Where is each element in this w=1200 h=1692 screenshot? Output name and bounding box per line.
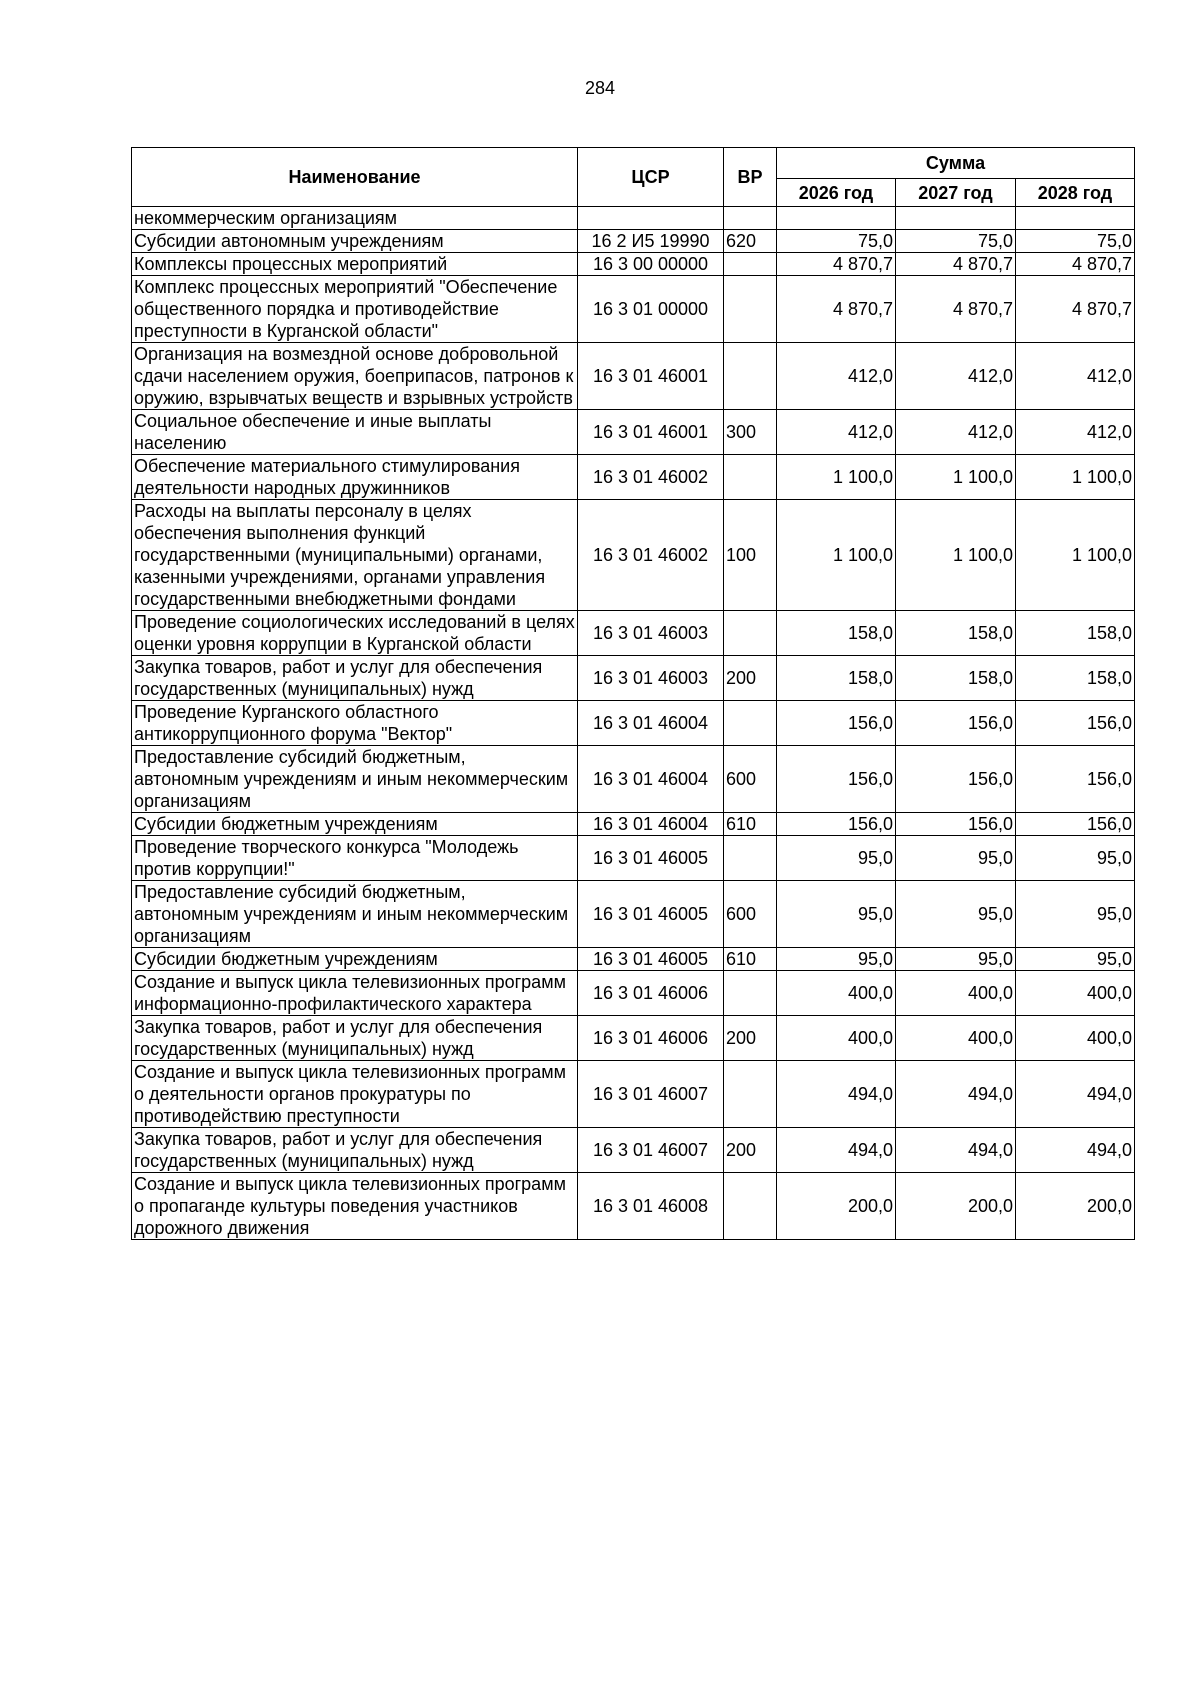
cell-2028: 75,0 (1016, 230, 1135, 253)
cell-name: Предоставление субсидий бюджетным, автономным учреждениям и иным некоммерческим организациям (132, 746, 578, 813)
page-number: 284 (584, 78, 616, 98)
cell-2026: 75,0 (777, 230, 896, 253)
cell-2027: 156,0 (896, 701, 1016, 746)
cell-2028: 95,0 (1016, 836, 1135, 881)
table-row (132, 948, 1135, 971)
cell-csr: 16 3 01 46001 (578, 343, 724, 410)
cell-vr (724, 276, 777, 343)
cell-2028: 200,0 (1016, 1173, 1135, 1240)
cell-2026: 1 100,0 (777, 500, 896, 611)
table-row (132, 971, 1135, 1016)
table-row (132, 343, 1135, 410)
table-row (132, 1128, 1135, 1173)
cell-2026: 412,0 (777, 343, 896, 410)
cell-csr: 16 3 01 46006 (578, 1016, 724, 1061)
table-row (132, 207, 1135, 230)
cell-vr: 300 (724, 410, 777, 455)
cell-vr: 200 (724, 1016, 777, 1061)
cell-2026: 494,0 (777, 1128, 896, 1173)
cell-2026: 95,0 (777, 881, 896, 948)
table-row (132, 656, 1135, 701)
cell-2026 (777, 207, 896, 230)
cell-vr: 610 (724, 948, 777, 971)
table-row (132, 410, 1135, 455)
cell-vr: 610 (724, 813, 777, 836)
cell-2027: 1 100,0 (896, 455, 1016, 500)
cell-2027: 156,0 (896, 813, 1016, 836)
table-row (132, 253, 1135, 276)
cell-csr: 16 3 01 46007 (578, 1128, 724, 1173)
cell-name: Закупка товаров, работ и услуг для обеспечения государственных (муниципальных) нужд (132, 1128, 578, 1173)
cell-2028: 400,0 (1016, 971, 1135, 1016)
cell-2026: 1 100,0 (777, 455, 896, 500)
cell-vr (724, 207, 777, 230)
cell-2028: 95,0 (1016, 948, 1135, 971)
cell-vr: 200 (724, 656, 777, 701)
table-row (132, 881, 1135, 948)
cell-vr (724, 971, 777, 1016)
cell-csr: 16 3 01 46005 (578, 948, 724, 971)
cell-csr: 16 3 01 46001 (578, 410, 724, 455)
cell-2027: 158,0 (896, 656, 1016, 701)
cell-2026: 494,0 (777, 1061, 896, 1128)
cell-2026: 4 870,7 (777, 276, 896, 343)
cell-2028: 4 870,7 (1016, 253, 1135, 276)
cell-2026: 156,0 (777, 701, 896, 746)
cell-2027: 158,0 (896, 611, 1016, 656)
cell-2027: 156,0 (896, 746, 1016, 813)
cell-2026: 4 870,7 (777, 253, 896, 276)
cell-name: некоммерческим организациям (132, 207, 578, 230)
cell-vr: 600 (724, 746, 777, 813)
table-row (132, 746, 1135, 813)
cell-2027: 75,0 (896, 230, 1016, 253)
cell-2028: 156,0 (1016, 701, 1135, 746)
cell-2027: 200,0 (896, 1173, 1016, 1240)
cell-2028: 156,0 (1016, 813, 1135, 836)
cell-2027: 95,0 (896, 836, 1016, 881)
cell-2026: 158,0 (777, 611, 896, 656)
cell-csr: 16 3 01 00000 (578, 276, 724, 343)
cell-csr: 16 3 01 46004 (578, 746, 724, 813)
table-row (132, 1016, 1135, 1061)
table-row (132, 230, 1135, 253)
cell-csr: 16 2 И5 19990 (578, 230, 724, 253)
cell-name: Комплекс процессных мероприятий "Обеспечение общественного порядка и противодействие преступности в Курганской области" (132, 276, 578, 343)
cell-2027: 95,0 (896, 881, 1016, 948)
cell-2026: 400,0 (777, 1016, 896, 1061)
cell-vr (724, 1173, 777, 1240)
cell-name: Создание и выпуск цикла телевизионных программ информационно-профилактического характера (132, 971, 578, 1016)
cell-name: Комплексы процессных мероприятий (132, 253, 578, 276)
cell-2026: 156,0 (777, 746, 896, 813)
cell-vr (724, 455, 777, 500)
cell-2028: 494,0 (1016, 1061, 1135, 1128)
cell-2027: 1 100,0 (896, 500, 1016, 611)
cell-csr: 16 3 01 46008 (578, 1173, 724, 1240)
table-header (132, 148, 1135, 207)
table-row (132, 701, 1135, 746)
cell-2028: 412,0 (1016, 343, 1135, 410)
cell-2028: 1 100,0 (1016, 500, 1135, 611)
cell-2028: 158,0 (1016, 611, 1135, 656)
cell-csr: 16 3 01 46002 (578, 500, 724, 611)
cell-2027: 400,0 (896, 1016, 1016, 1061)
cell-name: Обеспечение материального стимулирования деятельности народных дружинников (132, 455, 578, 500)
table-row (132, 836, 1135, 881)
cell-2026: 200,0 (777, 1173, 896, 1240)
cell-2027: 412,0 (896, 410, 1016, 455)
table-row (132, 1061, 1135, 1128)
cell-vr (724, 253, 777, 276)
cell-name: Организация на возмездной основе добровольной сдачи населением оружия, боеприпасов, патронов к оружию, взрывчатых веществ и взрывных устройств (132, 343, 578, 410)
table-row (132, 276, 1135, 343)
cell-2026: 412,0 (777, 410, 896, 455)
cell-2028: 1 100,0 (1016, 455, 1135, 500)
cell-2027: 95,0 (896, 948, 1016, 971)
cell-name: Проведение творческого конкурса "Молодежь против коррупции!" (132, 836, 578, 881)
cell-2028: 4 870,7 (1016, 276, 1135, 343)
cell-name: Проведение Курганского областного антикоррупционного форума "Вектор" (132, 701, 578, 746)
cell-2026: 158,0 (777, 656, 896, 701)
cell-vr (724, 343, 777, 410)
cell-csr: 16 3 01 46005 (578, 836, 724, 881)
table-body (132, 207, 1135, 1240)
table-row (132, 1173, 1135, 1240)
column-header-csr: ЦСР (578, 148, 724, 207)
column-header-sum: Сумма (777, 148, 1135, 179)
table-row (132, 813, 1135, 836)
table-row (132, 611, 1135, 656)
cell-name: Субсидии бюджетным учреждениям (132, 813, 578, 836)
cell-vr: 100 (724, 500, 777, 611)
cell-name: Закупка товаров, работ и услуг для обеспечения государственных (муниципальных) нужд (132, 1016, 578, 1061)
cell-2026: 400,0 (777, 971, 896, 1016)
cell-name: Субсидии бюджетным учреждениям (132, 948, 578, 971)
column-header-vr: ВР (724, 148, 777, 207)
column-header-name: Наименование (132, 148, 578, 207)
cell-vr: 200 (724, 1128, 777, 1173)
cell-name: Проведение социологических исследований в целях оценки уровня коррупции в Курганской области (132, 611, 578, 656)
cell-name: Социальное обеспечение и иные выплаты населению (132, 410, 578, 455)
cell-vr: 620 (724, 230, 777, 253)
cell-csr (578, 207, 724, 230)
cell-vr (724, 1061, 777, 1128)
cell-2028: 95,0 (1016, 881, 1135, 948)
cell-name: Создание и выпуск цикла телевизионных программ о деятельности органов прокуратуры по противодействию преступности (132, 1061, 578, 1128)
cell-2028 (1016, 207, 1135, 230)
cell-2028: 400,0 (1016, 1016, 1135, 1061)
column-header-2028: 2028 год (1016, 179, 1135, 207)
column-header-2026: 2026 год (777, 179, 896, 207)
cell-csr: 16 3 01 46004 (578, 813, 724, 836)
cell-name: Расходы на выплаты персоналу в целях обеспечения выполнения функций государственными (муниципальными) органами, казенными учреждениями, органами управления государственными внебюджетными фондами (132, 500, 578, 611)
cell-csr: 16 3 00 00000 (578, 253, 724, 276)
cell-2026: 156,0 (777, 813, 896, 836)
cell-name: Субсидии автономным учреждениям (132, 230, 578, 253)
cell-2026: 95,0 (777, 948, 896, 971)
cell-2027 (896, 207, 1016, 230)
cell-2027: 4 870,7 (896, 253, 1016, 276)
cell-csr: 16 3 01 46004 (578, 701, 724, 746)
table-row (132, 500, 1135, 611)
cell-vr (724, 836, 777, 881)
cell-vr (724, 701, 777, 746)
column-header-2027: 2027 год (896, 179, 1016, 207)
table-row (132, 455, 1135, 500)
cell-2027: 400,0 (896, 971, 1016, 1016)
cell-name: Закупка товаров, работ и услуг для обеспечения государственных (муниципальных) нужд (132, 656, 578, 701)
cell-2027: 494,0 (896, 1128, 1016, 1173)
cell-csr: 16 3 01 46006 (578, 971, 724, 1016)
cell-vr: 600 (724, 881, 777, 948)
cell-name: Создание и выпуск цикла телевизионных программ о пропаганде культуры поведения участников дорожного движения (132, 1173, 578, 1240)
cell-2028: 158,0 (1016, 656, 1135, 701)
cell-2027: 4 870,7 (896, 276, 1016, 343)
cell-2028: 156,0 (1016, 746, 1135, 813)
budget-table (131, 147, 1135, 1240)
cell-name: Предоставление субсидий бюджетным, автономным учреждениям и иным некоммерческим организациям (132, 881, 578, 948)
cell-vr (724, 611, 777, 656)
cell-csr: 16 3 01 46007 (578, 1061, 724, 1128)
cell-csr: 16 3 01 46005 (578, 881, 724, 948)
cell-csr: 16 3 01 46003 (578, 611, 724, 656)
cell-2028: 494,0 (1016, 1128, 1135, 1173)
cell-2026: 95,0 (777, 836, 896, 881)
cell-2028: 412,0 (1016, 410, 1135, 455)
cell-csr: 16 3 01 46003 (578, 656, 724, 701)
cell-2027: 412,0 (896, 343, 1016, 410)
cell-csr: 16 3 01 46002 (578, 455, 724, 500)
cell-2027: 494,0 (896, 1061, 1016, 1128)
